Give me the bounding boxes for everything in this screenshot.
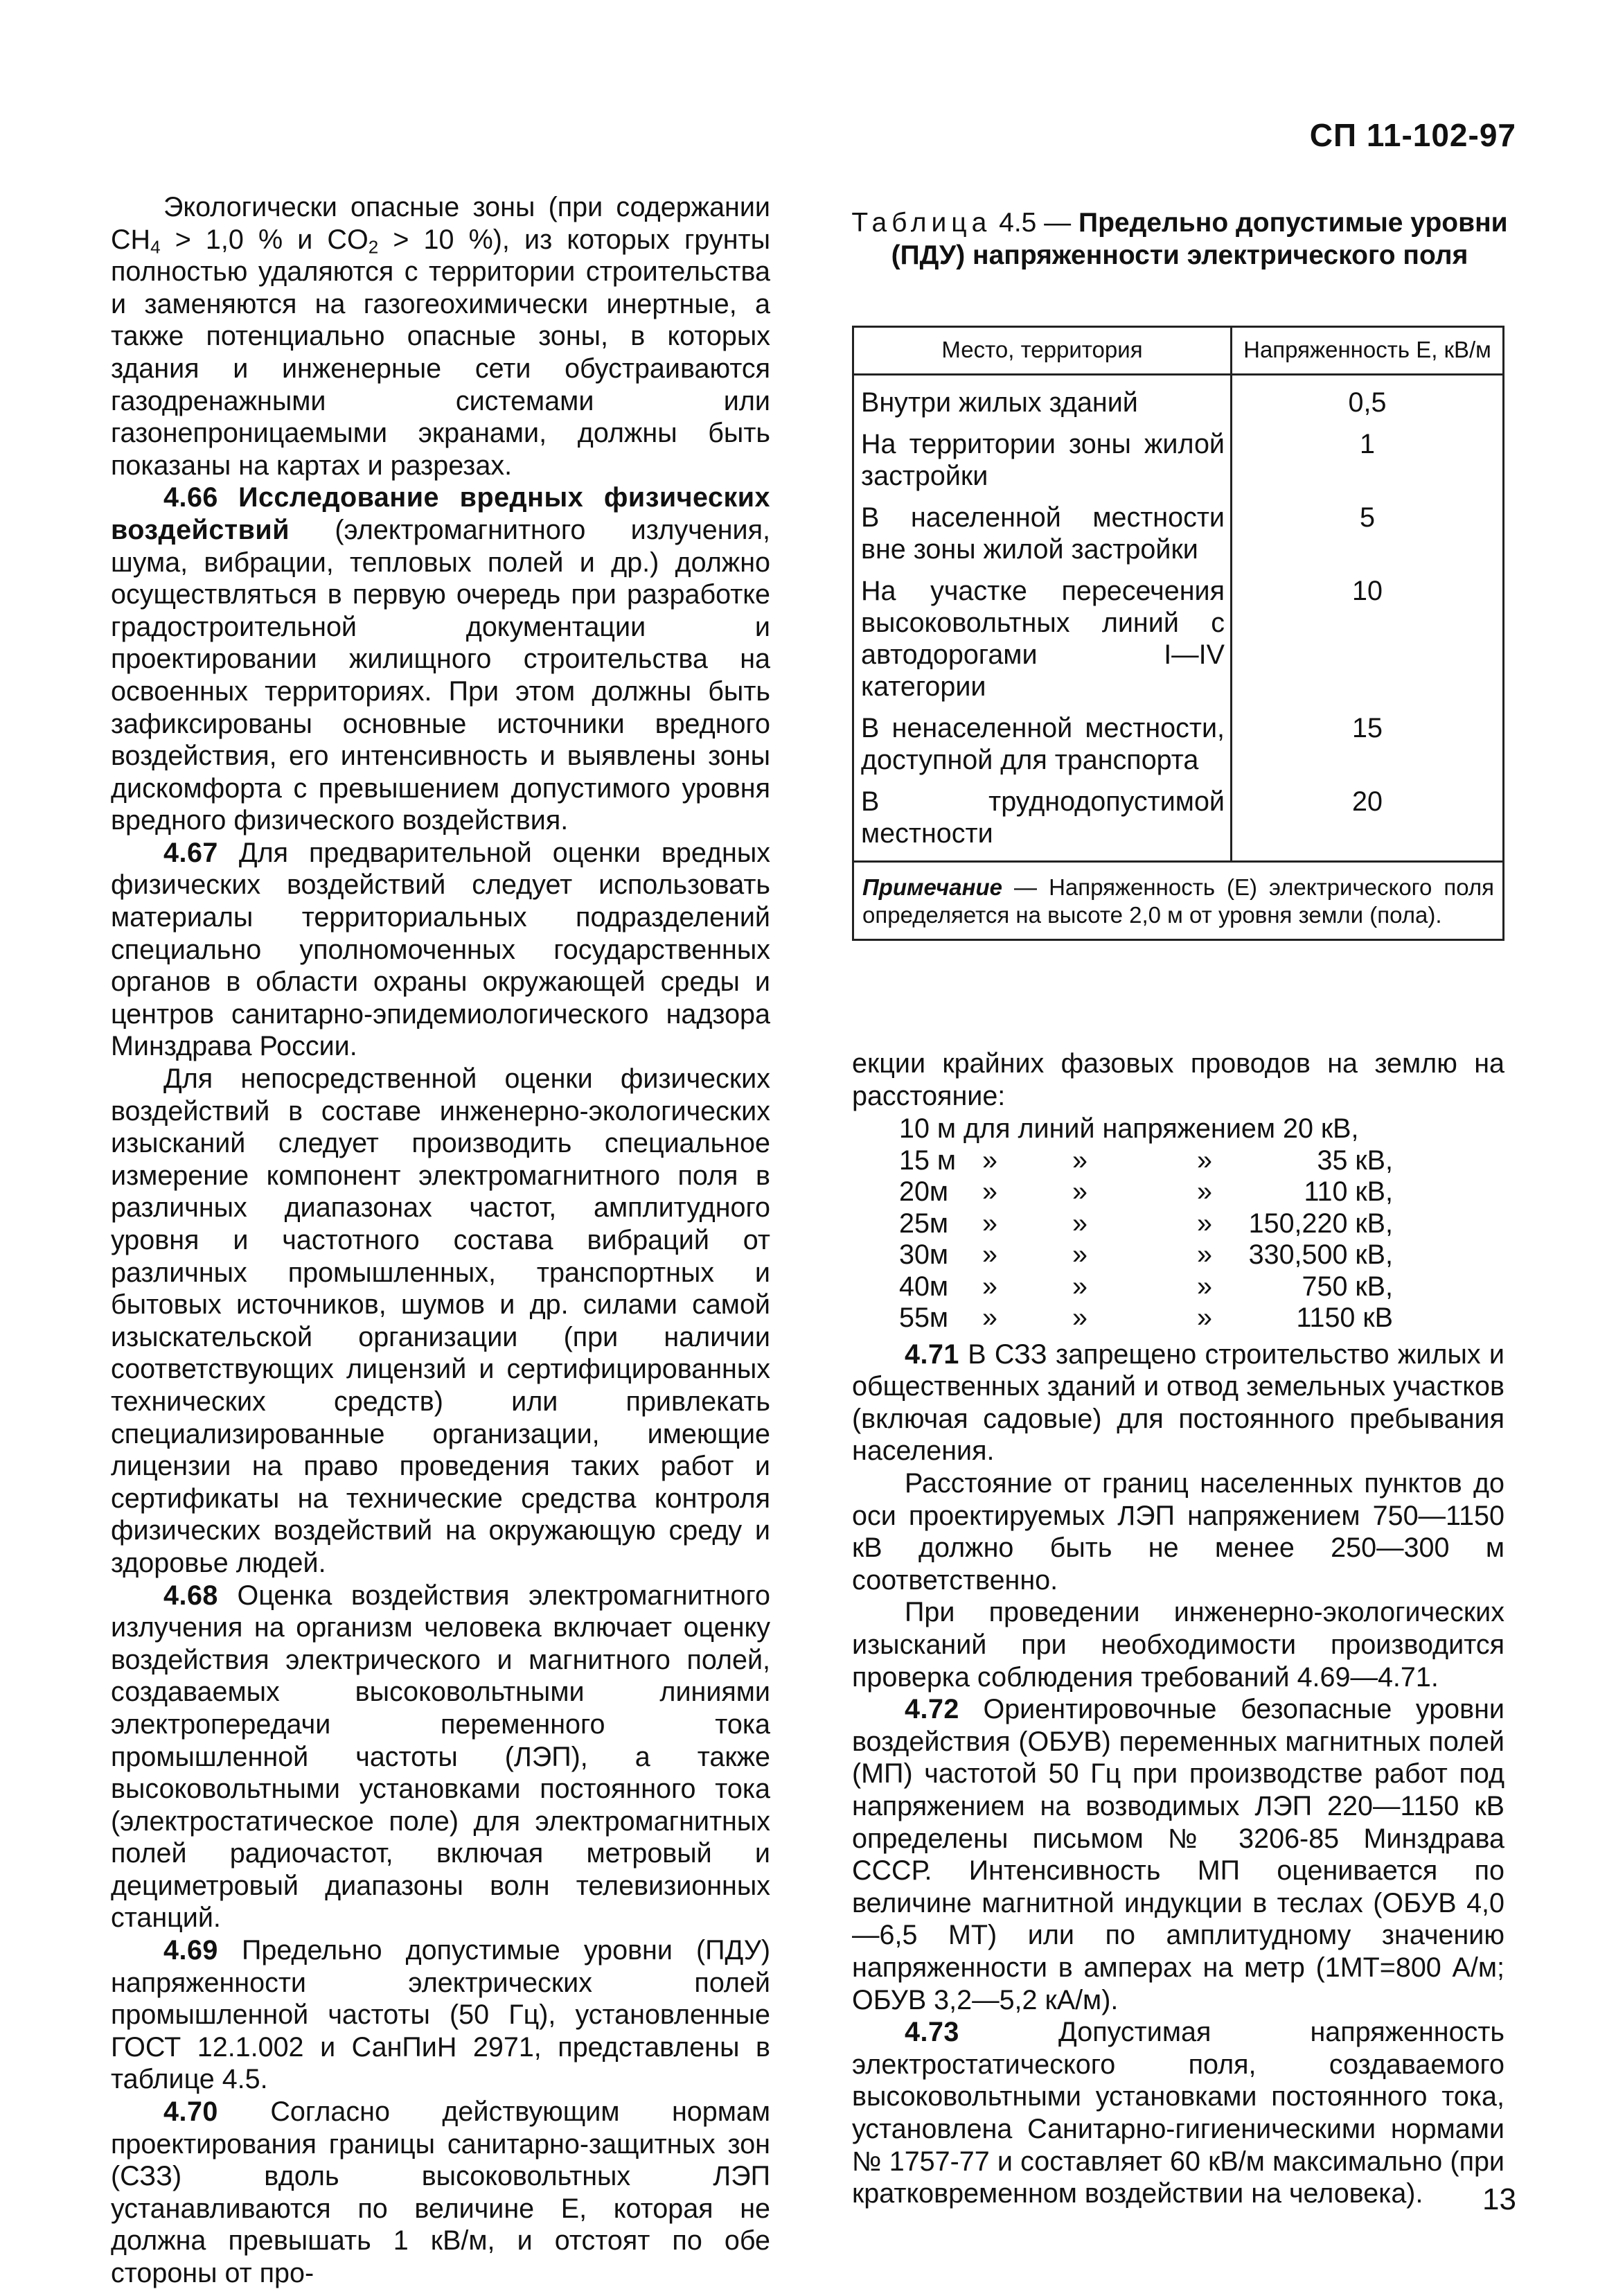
distance-item: 20м » » » 110 кВ, [899,1176,1393,1208]
table-row [853,495,1504,568]
distance-item: 55м » » » 1150 кВ [899,1302,1393,1334]
paragraph-continuation: екции крайних фазовых проводов на землю на расстояние: [852,1048,1504,1111]
table-cell-place: В населенной местности вне зоны жилой застройки [853,495,1232,568]
document-code: СП 11-102-97 [1309,117,1516,153]
table-header-intensity: Напряженность E, кВ/м [1232,327,1504,375]
table-cell-value: 0,5 [1232,375,1504,422]
table-row [853,421,1504,495]
table-cell-value: 1 [1232,421,1504,495]
table-caption: Таблица 4.5 — Предельно допустимые уровни (ПДУ) напряженности электрического поля [851,208,1508,270]
table-header-place: Место, территория [853,327,1232,375]
section-4-73: 4.73 Допустимая напряженность электростатического поля, создаваемого высоковольтными установками постоянного тока, установлена Санитарно-гигиеническими нормами № 1757-77 и составляет 60 кВ/м максимально (при кратковременном воздействии на человека). [852,2017,1504,2209]
left-column [111,191,770,2290]
section-4-67: 4.67 Для предварительной оценки вредных физических воздействий следует использовать материалы территориальных подразделений специально уполномоченных государственных органов в области охраны окружающей среды и центров санитарно-эпидемиологического надзора Минздрава России. [111,837,770,1062]
table-header-row [853,327,1504,375]
distance-item: 10 м для линий напряжением 20 кВ, [899,1113,1359,1145]
table-cell-value: 5 [1232,495,1504,568]
distance-item: 40м » » » 750 кВ, [899,1271,1393,1302]
table-cell-place: На территории зоны жилой застройки [853,421,1232,495]
table-cell-place: На участке пересечения высоковольтных линий с автодорогами I—IV категории [853,568,1232,705]
right-column [852,1048,1504,2210]
paragraph-direct-assessment: Для непосредственной оценки физических воздействий в составе инженерно-экологических изысканий следует производить специальное измерение компонент электромагнитного поля в различных диапазонах частот, амплитудного уровня и частотного состава вибраций от различных промышленных, транспортных и бытовых источников, шумов и др. силами самой изыскательской организации (при наличии соответствующих лицензий и сертифицированных технических средств) или привлекать специализированные организации, имеющие лицензии на право проведения таких работ и сертификаты на технические средства контроля физических воздействий на окружающую среду и здоровье людей. [111,1063,770,1578]
paragraph-compliance-check: При проведении инженерно-экологических изысканий при необходимости производится проверка соблюдения требований 4.69—4.71. [852,1597,1504,1693]
table-cell-value: 10 [1232,568,1504,705]
table-cell-value: 20 [1232,779,1504,862]
table-cell-place: В ненаселенной местности, доступной для транспорта [853,705,1232,779]
paragraph-settlement-distance: Расстояние от границ населенных пунктов до оси проектируемых ЛЭП напряжением 750—1150 кВ должно быть не менее 250—300 м соответственно. [852,1468,1504,1596]
table-cell-value: 15 [1232,705,1504,779]
section-4-68: 4.68 Оценка воздействия электромагнитного излучения на организм человека включает оценку воздействия электрического и магнитного полей, создаваемых высоковольтными линиями электропередачи переменного тока промышленной частоты (ЛЭП), а также высоковольтными установками постоянного тока (электростатическое поле) для электромагнитных полей радиочастот, включая метровый и дециметровый диапазоны волн телевизионных станций. [111,1580,770,1934]
table-note-row [853,862,1504,940]
paragraph-hazard-zones: Экологически опасные зоны (при содержании $CH_4 > 1,0$ % и $CO_2 > 10$ %), из которых грунты полностью удаляются с территории строительства и заменяются на газогеохимически инертные, а также потенциально опасные зоны, в которых здания и инженерные сети обустраиваются газодренажными системами или газонепроницаемыми экранами, должны быть показаны на картах и разрезах. [111,192,770,481]
table-cell-place: Внутри жилых зданий [853,375,1232,422]
table-row [853,568,1504,705]
page-number: 13 [1482,2182,1516,2216]
table-cell-place: В труднодопустимой местности [853,779,1232,862]
table-row [853,375,1504,422]
table-4-5 [852,326,1504,941]
distance-item: 25м » » » 150,220 кВ, [899,1208,1393,1239]
section-4-72: 4.72 Ориентировочные безопасные уровни воздействия (ОБУВ) переменных магнитных полей (МП) частотой 50 Гц при производстве работ под напряжением на возводимых ЛЭП 220—1150 кВ определены письмом № 3206-85 Минздрава СССР. Интенсивность МП оценивается по величине магнитной индукции в теслах (ОБУВ 4,0—6,5 МТ) или по амплитудному значению напряженности в амперах на метр (1МТ=800 А/м; ОБУВ 3,2—5,2 кА/м). [852,1694,1504,2015]
section-4-69: 4.69 Предельно допустимые уровни (ПДУ) напряженности электрических полей промышленной частоты (50 Гц), установленные ГОСТ 12.1.002 и СанПиН 2971, представлены в таблице 4.5. [111,1935,770,2095]
distance-item: 30м » » » 330,500 кВ, [899,1239,1393,1271]
table-row [853,779,1504,862]
table-row [853,705,1504,779]
distance-list [852,1113,1504,1334]
section-4-71: 4.71 В СЗЗ запрещено строительство жилых и общественных зданий и отвод земельных участков (включая садовые) для постоянного пребывания населения. [852,1339,1504,1467]
distance-item: 15 м » » » 35 кВ, [899,1145,1393,1176]
table-note: Примечание — Напряженность (E) электрического поля определяется на высоте 2,0 м от уровня земли (пола). [853,862,1504,940]
section-4-66: 4.66 Исследование вредных физических воздействий (электромагнитного излучения, шума, вибрации, тепловых полей и др.) должно осуществляться в первую очередь при разработке градостроительной документации и проектировании жилищного строительства на освоенных территориях. При этом должны быть зафиксированы основные источники вредного воздействия, его интенсивность и выявлены зоны дискомфорта с превышением допустимого уровня вредного физического воздействия. [111,482,770,836]
section-4-70: 4.70 Согласно действующим нормам проектирования границы санитарно-защитных зон (СЗЗ) вдоль высоковольтных ЛЭП устанавливаются по величине E, которая не должна превышать 1 кВ/м, и отстоят по обе стороны от про- [111,2096,770,2288]
